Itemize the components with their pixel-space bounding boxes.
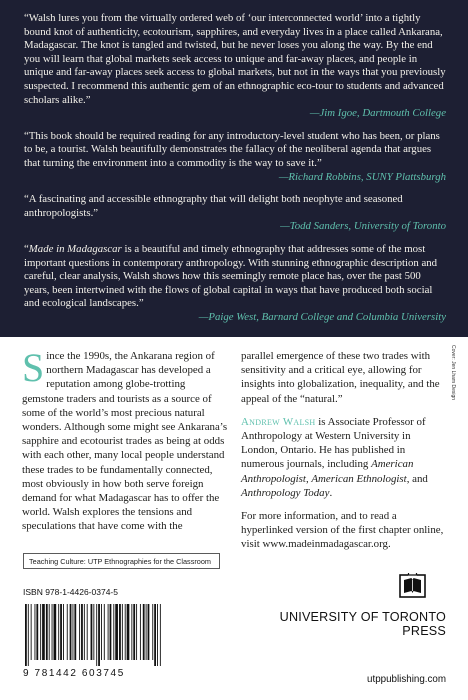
journal-name: American Ethnologist <box>311 472 407 485</box>
blurb-attribution: —Todd Sanders, University of Toronto <box>280 220 446 233</box>
more-info: For more information, and to read a hyperlinked version of the first chapter online, visit www.madeinmadagascar.org. <box>241 510 444 551</box>
blurb-west <box>24 243 446 325</box>
drop-cap: S <box>22 345 45 390</box>
author-name: Andrew Walsh <box>241 415 316 428</box>
blurb-text: is a beautiful and timely ethnography that addresses some of the most important questions in contemporary anthropology. With stunning ethnographic description and careful, clear analysis, Walsh shows how this seemingly remote place has, over the past 500 years, been intertwined with the flows of global capital in ways that have produced both social and ecological landscapes.” <box>24 242 438 310</box>
barcode-digits: 9 781442 603745 <box>23 668 125 679</box>
blurb-text: “Walsh lures you from the virtually ordered web of ‘our interconnected world’ into a tightly bound knot of authenticity, ecotourism, sapphires, and everyday lives in a place called Ankarana, Madagascar. The knot is tangled and twisted, but he never loses you along the way. By the end you will learn that global markets seek access to unique and far-away places, and people in unique and far-away places seek access to global markets, but not in the ways that you previously suspected. I recommend this authentic gem of an ethnographic eco-tour to students and advanced scholars alike.” <box>24 12 446 106</box>
publisher-url[interactable]: utppublishing.com <box>367 674 446 685</box>
blurb-open-quote: “ <box>24 242 29 255</box>
blurb-sanders <box>24 193 446 234</box>
blurb-text: “A fascinating and accessible ethnography that will delight both neophyte and seasoned anthropologists.” <box>24 193 403 219</box>
journal-name: American Anthropologist <box>241 458 414 485</box>
publisher-logo-icon <box>399 572 426 599</box>
blurb-text: “This book should be required reading for any introductory-level student who has been, or plans to be, a tourist. Walsh beautifully demonstrates the fallacy of the neoliberal agenda that argues that turning the environment into a commodity is the way to save it.” <box>24 129 440 169</box>
separator: , <box>305 472 312 485</box>
blurb-attribution: —Richard Robbins, SUNY Plattsburgh <box>278 170 446 183</box>
description-left-column <box>22 345 229 534</box>
endorsements-panel <box>0 0 468 337</box>
blurb-robbins <box>24 130 446 184</box>
barcode <box>23 604 162 666</box>
blurb-attribution: —Jim Igoe, Dartmouth College <box>309 107 446 120</box>
isbn: ISBN 978-1-4426-0374-5 <box>23 587 118 597</box>
series-label: Teaching Culture: UTP Ethnographies for the Classroom <box>23 553 220 569</box>
author-bio-text: is Associate Professor of Anthropology at Western University in London, Ontario. He has published in numerous journals, including <box>241 415 426 471</box>
description-right-column <box>241 349 446 561</box>
blurb-attribution: —Paige West, Barnard College and Columbia University <box>198 310 446 323</box>
journal-name: Anthropology Today <box>241 486 330 499</box>
publisher-name: UNIVERSITY OF TORONTO PRESS <box>279 610 446 638</box>
description-text: ince the 1990s, the Ankarana region of northern Madagascar has developed a reputation among globe-trotting gemstone traders and tourists as a source of some of the world’s most precious natural wonders. Although some might see Ankarana’s sapphire and ecotourist trades as being at odds with each other, many local people understand these trades to be fundamentally connected, most obviously in how both serve foreign demand for what Madagascar has to offer the world. Walsh explores the tensions and speculations that have come with the <box>22 350 228 533</box>
author-bio <box>241 415 446 500</box>
book-title: Made in Madagascar <box>28 242 122 255</box>
blurb-igoe <box>24 12 446 121</box>
separator: . <box>329 486 333 499</box>
cover-credit: Cover: Jen Lham Design <box>450 345 456 401</box>
description-continued: parallel emergence of these two trades with sensitivity and a critical eye, allowing for insights into globalization, inequality, and the appeal of the “natural.” <box>241 350 440 405</box>
separator: , and <box>406 472 428 485</box>
